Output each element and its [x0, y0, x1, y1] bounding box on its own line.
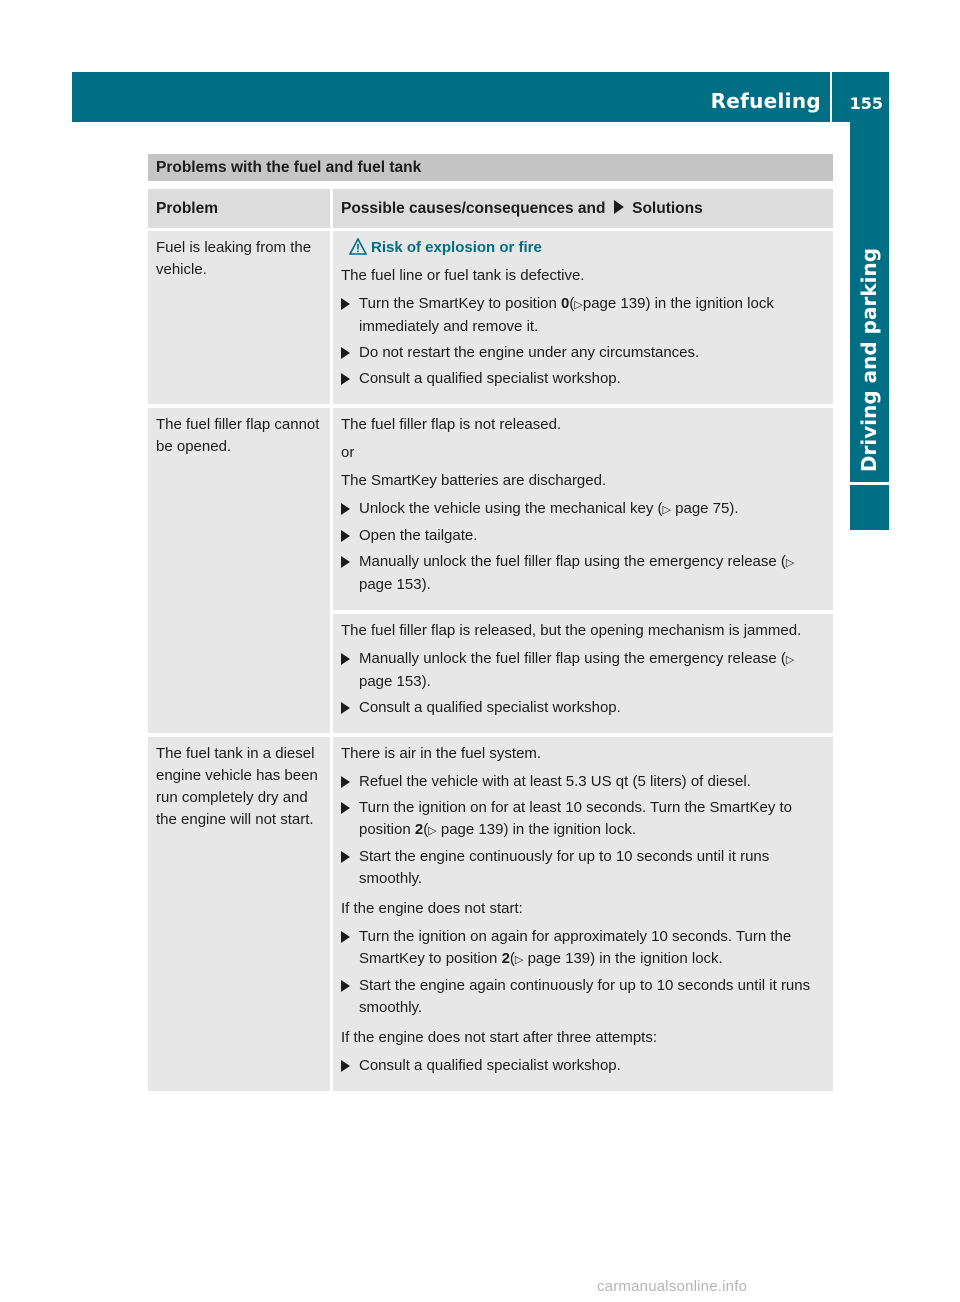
page-reference-icon: ▷	[662, 504, 671, 516]
solution-step	[341, 293, 825, 338]
problem-cell: The fuel tank in a diesel engine vehicle has been run completely dry and the engine will not start.	[148, 733, 333, 1091]
solution-step	[341, 342, 825, 364]
page-reference[interactable]: page 139	[527, 950, 591, 967]
watermark: carmanualsonline.info	[597, 1278, 748, 1295]
cause-text: The fuel filler flap is released, but the opening mechanism is jammed.	[341, 622, 802, 639]
condition-text: If the engine does not start:	[341, 900, 523, 917]
step-text: Start the engine continuously for up to 10 seconds until it runs smoothly.	[359, 848, 770, 887]
step-text: (	[509, 950, 515, 967]
header-problem: Problem	[148, 189, 333, 231]
arrow-icon	[341, 1060, 350, 1072]
arrow-icon	[341, 530, 350, 542]
arrow-icon	[341, 702, 350, 714]
page-number: 155	[849, 94, 883, 113]
page-reference[interactable]: page 139	[582, 295, 646, 312]
page-header-bar	[72, 72, 889, 122]
solution-step	[341, 551, 825, 596]
position-value: 0	[561, 295, 570, 312]
arrow-icon	[341, 802, 350, 814]
step-text: ).	[421, 576, 431, 593]
step-text: Unlock the vehicle using the mechanical key (	[359, 500, 663, 517]
page-reference[interactable]: page 153	[359, 673, 422, 690]
condition-text: If the engine does not start after three attempts:	[341, 1029, 658, 1046]
solution-step	[341, 926, 825, 971]
table-header-row	[148, 189, 833, 231]
step-text: (	[569, 295, 575, 312]
arrow-icon	[341, 776, 350, 788]
cause-text: The fuel line or fuel tank is defective.	[341, 267, 585, 284]
arrow-icon	[341, 503, 350, 515]
step-text: ).	[729, 500, 739, 517]
header-solutions-suffix: Solutions	[632, 200, 703, 217]
step-text: Manually unlock the fuel filler flap using the emergency release (	[359, 553, 786, 570]
page-reference-icon: ▷	[785, 654, 795, 666]
or-text: or	[341, 444, 355, 461]
problem-cell: Fuel is leaking from the vehicle.	[148, 231, 333, 404]
arrow-icon	[341, 931, 350, 943]
table-row	[148, 231, 833, 404]
solution-cell	[333, 733, 833, 1091]
step-text: Manually unlock the fuel filler flap using the emergency release (	[359, 650, 786, 667]
step-text: ) in the ignition lock.	[590, 950, 723, 967]
table-row	[148, 404, 833, 610]
arrow-icon	[341, 347, 350, 359]
troubleshooting-table	[148, 189, 833, 1091]
solution-step	[341, 498, 825, 521]
page-reference[interactable]: page 75	[675, 500, 730, 517]
solution-step	[341, 368, 825, 390]
header-solutions-prefix: Possible causes/consequences and	[341, 200, 606, 217]
solution-step	[341, 1055, 825, 1077]
step-text: (	[423, 821, 429, 838]
solution-step	[341, 846, 825, 890]
position-value: 2	[501, 950, 510, 967]
arrow-icon	[341, 298, 350, 310]
arrow-icon	[614, 200, 624, 214]
step-text: Do not restart the engine under any circumstances.	[359, 344, 700, 361]
side-tab-marker	[850, 485, 889, 530]
section-title: Problems with the fuel and fuel tank	[148, 154, 833, 181]
warning-text: Risk of explosion or fire	[371, 239, 542, 256]
step-text: Turn the ignition on again for approximately 10 seconds. Turn the SmartKey to position	[359, 928, 792, 967]
arrow-icon	[341, 373, 350, 385]
warning-triangle-icon	[349, 238, 367, 255]
solution-cell	[333, 404, 833, 610]
page-reference[interactable]: page 153	[359, 576, 422, 593]
step-text: ) in the ignition lock.	[503, 821, 637, 838]
step-text: Refuel the vehicle with at least 5.3 US qt (5 liters) of diesel.	[359, 773, 751, 790]
problem-cell: The fuel filler flap cannot be opened.	[148, 404, 333, 733]
page-reference-icon: ▷	[785, 557, 795, 569]
cause-text: The SmartKey batteries are discharged.	[341, 472, 607, 489]
step-text: Consult a qualified specialist workshop.	[359, 699, 621, 716]
arrow-icon	[341, 851, 350, 863]
page-reference[interactable]: page 139	[440, 821, 504, 838]
solution-step	[341, 797, 825, 842]
step-text: Consult a qualified specialist workshop.	[359, 370, 621, 387]
page-reference-icon: ▷	[514, 954, 524, 966]
header-divider	[830, 72, 832, 122]
side-tab-label: Driving and parking	[857, 247, 881, 473]
step-text: Turn the SmartKey to position	[359, 295, 562, 312]
chapter-title: Refueling	[710, 89, 821, 113]
solution-step	[341, 771, 825, 793]
arrow-icon	[341, 653, 350, 665]
position-value: 2	[414, 821, 424, 838]
cause-text: The fuel filler flap is not released.	[341, 416, 562, 433]
arrow-icon	[341, 980, 350, 992]
solution-step	[341, 525, 825, 547]
page-reference-icon: ▷	[574, 299, 583, 311]
solution-step	[341, 975, 825, 1019]
step-text: Turn the ignition on for at least 10 seconds. Turn the SmartKey to position	[359, 799, 793, 838]
page-reference-icon: ▷	[428, 825, 437, 837]
solution-step	[341, 648, 825, 693]
step-text: Open the tailgate.	[359, 527, 478, 544]
table-row	[148, 733, 833, 1091]
arrow-icon	[341, 556, 350, 568]
solution-cell	[333, 231, 833, 404]
solution-cell	[333, 610, 833, 733]
cause-text: There is air in the fuel system.	[341, 745, 542, 762]
step-text: ) in the ignition lock immediately and remove it.	[359, 295, 774, 335]
warning-notice	[341, 237, 825, 259]
step-text: Start the engine again continuously for up to 10 seconds until it runs smoothly.	[359, 977, 811, 1016]
header-solutions	[333, 189, 833, 231]
step-text: Consult a qualified specialist workshop.	[359, 1057, 621, 1074]
solution-step	[341, 697, 825, 719]
step-text: ).	[421, 673, 431, 690]
